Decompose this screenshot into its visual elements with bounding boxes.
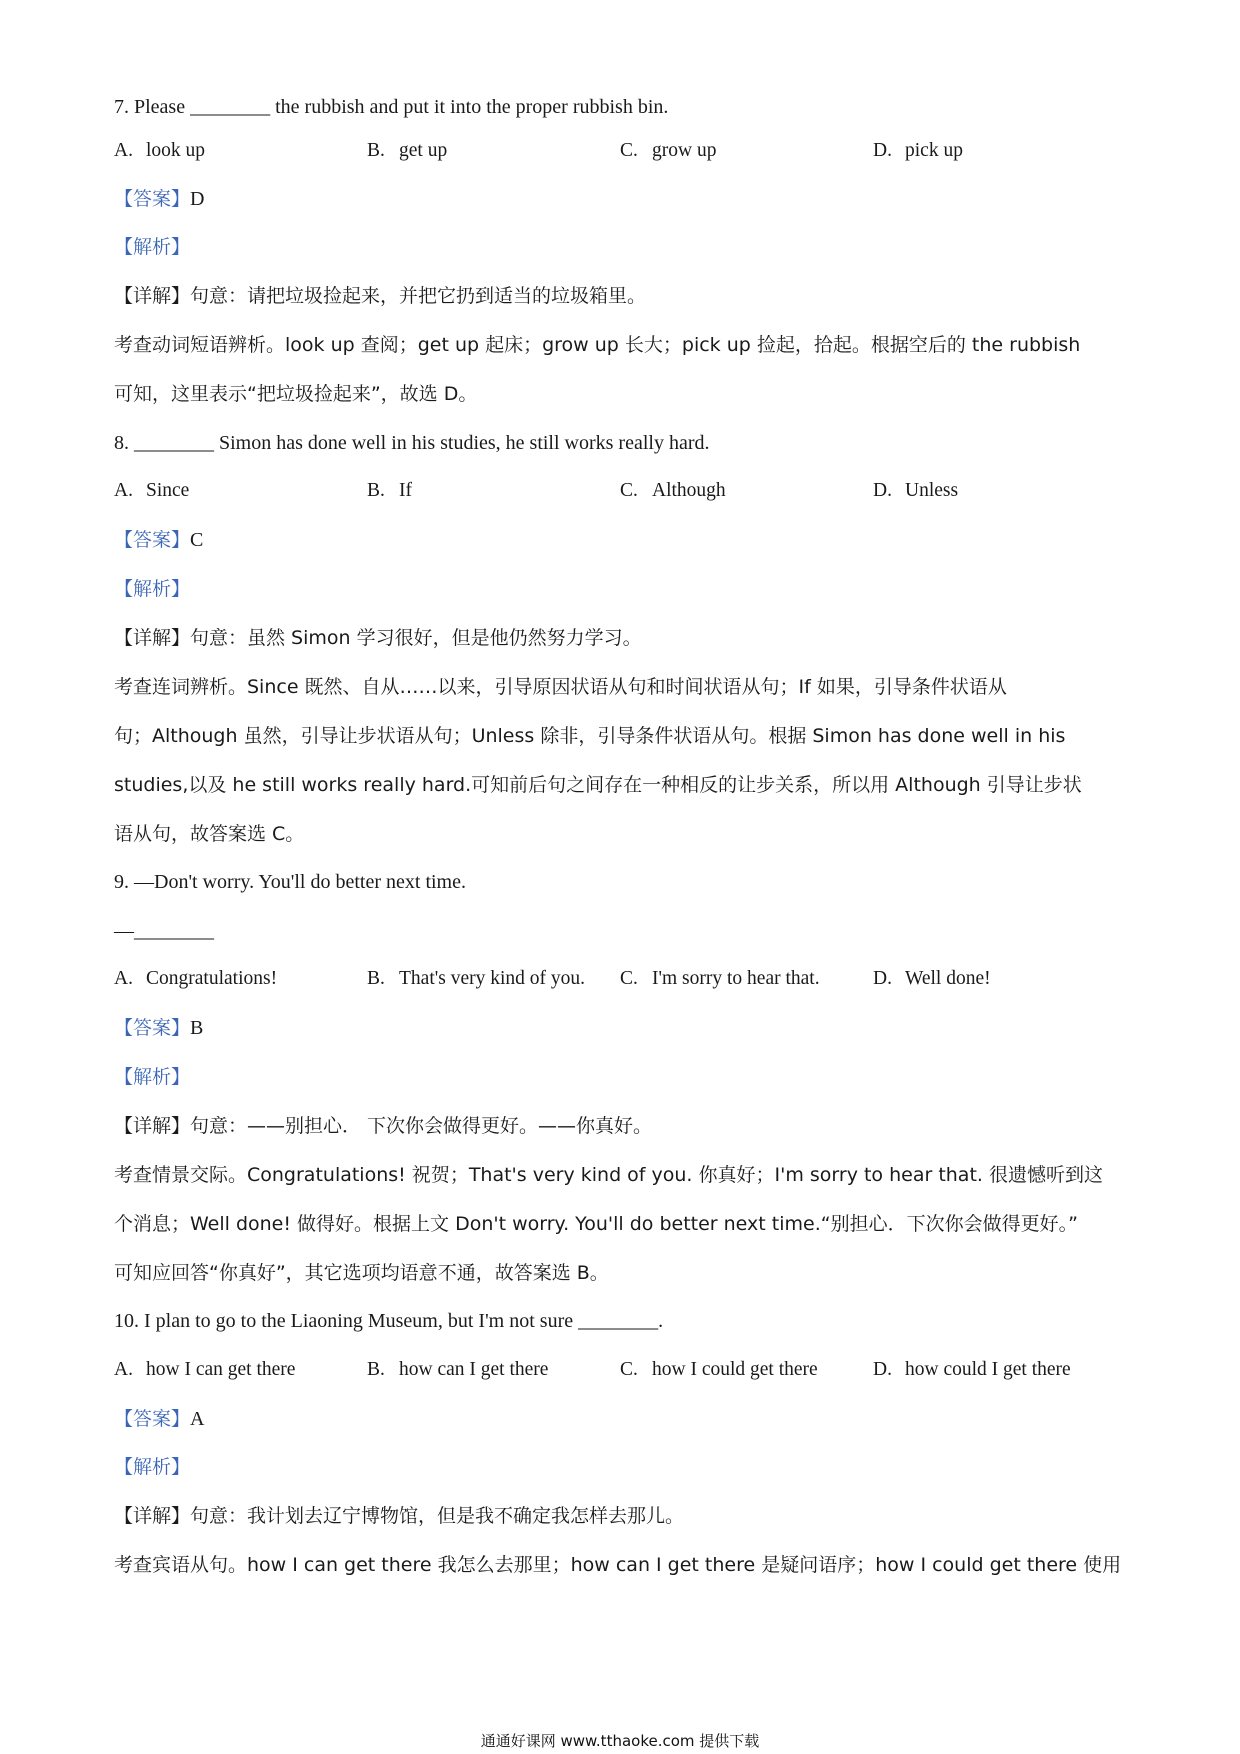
option-a (114, 964, 277, 994)
question-7-answer (114, 184, 1134, 214)
option-text: pick up (905, 140, 963, 161)
option-c (620, 1355, 818, 1385)
option-letter: D. (873, 140, 892, 161)
answer-value: A (190, 1408, 205, 1430)
option-d (873, 136, 963, 166)
option-letter: A. (114, 480, 133, 501)
answer-tag: 【答案】 (114, 529, 191, 551)
option-text: get up (399, 140, 448, 161)
page-footer: 通通好课网 www.tthaoke.com 提供下载 (480, 1732, 760, 1750)
option-letter: D. (873, 1359, 892, 1380)
option-letter: B. (367, 1359, 385, 1380)
question-9-detail: 【详解】句意：——别担心． 下次你会做得更好。——你真好。 (114, 1115, 653, 1137)
question-7-stem: 7. Please ________ the rubbish and put it into the proper rubbish bin. (114, 96, 669, 118)
question-7-options (114, 136, 1154, 166)
question-8-analysis-tag: 【解析】 (114, 578, 191, 600)
answer-tag: 【答案】 (114, 1017, 191, 1039)
answer-value: B (190, 1017, 204, 1039)
question-9-answer (114, 1013, 1134, 1043)
option-text: Since (146, 480, 190, 501)
question-10-answer (114, 1404, 1134, 1434)
option-text: That's very kind of you. (399, 968, 586, 989)
option-letter: B. (367, 968, 385, 989)
option-d (873, 964, 991, 994)
question-8-stem: 8. ________ Simon has done well in his studies, he still works really hard. (114, 432, 710, 454)
option-b (367, 476, 412, 506)
question-10-explanation-1: 考查宾语从句。how I can get there 我怎么去那里；how can I get there 是疑问语序；how I could get there 使用 (114, 1554, 1122, 1576)
answer-value: C (190, 529, 204, 551)
option-letter: B. (367, 480, 385, 501)
option-letter: B. (367, 140, 385, 161)
option-text: Congratulations! (146, 968, 278, 989)
answer-tag: 【答案】 (114, 188, 191, 210)
option-text: how I can get there (146, 1359, 296, 1380)
question-10-detail: 【详解】句意：我计划去辽宁博物馆，但是我不确定我怎样去那儿。 (114, 1505, 685, 1527)
option-b (367, 1355, 548, 1385)
option-letter: D. (873, 480, 892, 501)
option-text: look up (146, 140, 206, 161)
question-8-explanation-1: 考查连词辨析。Since 既然、自从……以来，引导原因状语从句和时间状语从句；If 如果，引导条件状语从 (114, 676, 1007, 698)
answer-value: D (190, 188, 205, 210)
option-letter: A. (114, 140, 133, 161)
option-letter: C. (620, 1359, 638, 1380)
question-7-explanation-2: 可知，这里表示“把垃圾捡起来”，故选 D。 (114, 383, 478, 405)
question-8-answer (114, 525, 1134, 555)
option-text: Although (652, 480, 726, 501)
option-a (114, 136, 205, 166)
question-9-explanation-1: 考查情景交际。Congratulations! 祝贺；That's very kind of you. 你真好；I'm sorry to hear that. 很遗憾听到这 (114, 1164, 1103, 1186)
question-9-analysis-tag: 【解析】 (114, 1066, 191, 1088)
option-d (873, 1355, 1071, 1385)
question-9-response-blank: —________ (114, 920, 214, 942)
option-letter: A. (114, 1359, 133, 1380)
answer-tag: 【答案】 (114, 1408, 191, 1430)
question-8-explanation-4: 语从句，故答案选 C。 (114, 823, 305, 845)
option-a (114, 1355, 295, 1385)
question-8-detail: 【详解】句意：虽然 Simon 学习很好，但是他仍然努力学习。 (114, 627, 642, 649)
option-letter: C. (620, 480, 638, 501)
option-b (367, 964, 585, 994)
option-letter: C. (620, 140, 638, 161)
option-text: how I could get there (652, 1359, 818, 1380)
option-letter: C. (620, 968, 638, 989)
question-9-stem: 9. —Don't worry. You'll do better next time. (114, 871, 466, 893)
option-letter: A. (114, 968, 133, 989)
option-text: I'm sorry to hear that. (652, 968, 820, 989)
question-7-explanation-1: 考查动词短语辨析。look up 查阅；get up 起床；grow up 长大；pick up 捡起，拾起。根据空后的 the rubbish (114, 334, 1081, 356)
option-text: how can I get there (399, 1359, 549, 1380)
question-9-options (114, 964, 1154, 994)
question-10-analysis-tag: 【解析】 (114, 1456, 191, 1478)
question-9-explanation-2: 个消息；Well done! 做得好。根据上文 Don't worry. You'll do better next time.“别担心．下次你会做得更好。” (114, 1213, 1078, 1235)
question-8-explanation-3: studies,以及 he still works really hard.可知前后句之间存在一种相反的让步关系，所以用 Although 引导让步状 (114, 774, 1082, 796)
option-text: how could I get there (905, 1359, 1071, 1380)
option-text: If (399, 480, 412, 501)
option-c (620, 476, 726, 506)
question-7-detail: 【详解】句意：请把垃圾捡起来，并把它扔到适当的垃圾箱里。 (114, 285, 647, 307)
question-8-explanation-2: 句；Although 虽然，引导让步状语从句；Unless 除非，引导条件状语从句。根据 Simon has done well in his (114, 725, 1066, 747)
option-c (620, 964, 820, 994)
option-c (620, 136, 716, 166)
question-9-explanation-3: 可知应回答“你真好”，其它选项均语意不通，故答案选 B。 (114, 1262, 609, 1284)
question-8-options (114, 476, 1154, 506)
option-text: grow up (652, 140, 717, 161)
question-7-analysis-tag: 【解析】 (114, 236, 191, 258)
option-text: Unless (905, 480, 959, 501)
option-a (114, 476, 189, 506)
question-10-options (114, 1355, 1154, 1385)
option-d (873, 476, 958, 506)
option-text: Well done! (905, 968, 991, 989)
option-letter: D. (873, 968, 892, 989)
option-b (367, 136, 447, 166)
question-10-stem: 10. I plan to go to the Liaoning Museum, but I'm not sure ________. (114, 1310, 664, 1332)
